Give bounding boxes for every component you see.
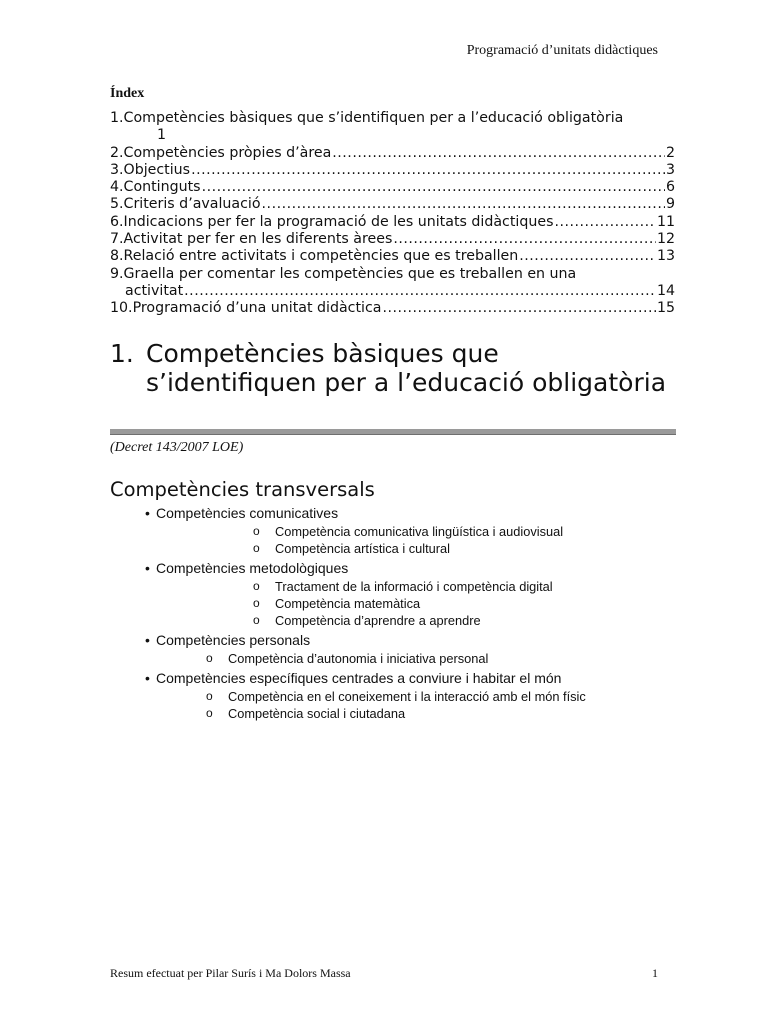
toc-entry[interactable] xyxy=(110,214,675,231)
circle-bullet-icon: o xyxy=(253,541,260,555)
competence-group-label: Competències comunicatives xyxy=(156,505,339,521)
competence-group xyxy=(145,505,338,521)
circle-bullet-icon: o xyxy=(253,579,260,593)
bullet-icon: • xyxy=(145,505,150,521)
toc-entry-page: 14 xyxy=(656,282,675,299)
toc-leader-dots xyxy=(262,196,665,212)
toc-leader-dots xyxy=(382,300,655,316)
circle-bullet-icon: o xyxy=(253,596,260,610)
toc-entry[interactable] xyxy=(110,162,675,179)
competence-group xyxy=(145,632,310,648)
circle-bullet-icon: o xyxy=(253,524,260,538)
list-item-label: Competència artística i cultural xyxy=(275,541,450,556)
toc-entry[interactable] xyxy=(110,300,675,317)
heading-rule xyxy=(110,429,676,435)
toc-entry-page: 13 xyxy=(656,248,675,265)
toc-entry-page: 11 xyxy=(656,213,675,230)
bullet-icon: • xyxy=(145,670,150,686)
section-title: Competències bàsiques que s’identifiquen per a l’educació obligatòria xyxy=(146,339,667,397)
toc-entry-label: 2.Competències pròpies d’àrea xyxy=(110,144,332,161)
list-item-label: Tractament de la informació i competència digital xyxy=(275,579,553,594)
toc-entry-page: 3 xyxy=(665,161,675,178)
toc-entry-label: 5.Criteris d’avaluació xyxy=(110,196,261,213)
toc-leader-dots xyxy=(393,231,656,247)
toc-leader-dots xyxy=(519,248,656,264)
toc-entry[interactable] xyxy=(110,196,675,213)
competence-group-label: Competències personals xyxy=(156,632,311,648)
bullet-icon: • xyxy=(145,632,150,648)
toc-entry-page: 2 xyxy=(665,144,675,161)
toc-leader-dots xyxy=(191,162,665,178)
decree-citation: (Decret 143/2007 LOE) xyxy=(110,440,244,455)
toc-entry-label: 9.Graella per comentar les competències que es treballen en una xyxy=(110,265,577,282)
circle-bullet-icon: o xyxy=(206,651,213,665)
toc-entry-label: 7.Activitat per fer en les diferents àrees xyxy=(110,231,393,248)
toc-entry[interactable] xyxy=(110,179,675,196)
toc-entry-page: 6 xyxy=(665,179,675,196)
section-number: 1. xyxy=(110,339,134,368)
subheading: Competències transversals xyxy=(110,478,375,501)
toc-entry-label: 4.Continguts xyxy=(110,179,201,196)
list-item-label: Competència matemàtica xyxy=(275,596,421,611)
footer-credit: Resum efectuat per Pilar Surís i Ma Dolors Massa xyxy=(110,966,351,980)
toc-entry-label: 8.Relació entre activitats i competències que es treballen xyxy=(110,248,519,265)
toc-entry-label-cont: activitat xyxy=(125,282,184,299)
toc-entry[interactable] xyxy=(110,266,675,283)
toc-entry-page: 12 xyxy=(656,231,675,248)
circle-bullet-icon: o xyxy=(206,706,213,720)
competence-group xyxy=(145,560,348,576)
toc-entry-label: 3.Objectius xyxy=(110,161,191,178)
bullet-icon: • xyxy=(145,560,150,576)
toc-entry-label: Programació d’una unitat didàctica xyxy=(132,300,382,317)
toc-leader-dots xyxy=(332,145,665,161)
toc-leader-dots xyxy=(554,214,655,230)
list-item-label: Competència en el coneixement i la interacció amb el món físic xyxy=(228,689,586,704)
toc-entry-continuation[interactable] xyxy=(110,283,675,300)
toc-entry-page: 9 xyxy=(665,196,675,213)
toc-entry[interactable] xyxy=(110,248,675,265)
competence-group xyxy=(145,670,561,686)
index-title: Índex xyxy=(110,86,145,101)
toc-entry-page: 15 xyxy=(656,300,675,317)
list-item-label: Competència social i ciutadana xyxy=(228,706,406,721)
competence-group-label: Competències específiques centrades a conviure i habitar el món xyxy=(156,670,562,686)
list-item-label: Competència d’aprendre a aprendre xyxy=(275,613,481,628)
toc-entry-label: 1.Competències bàsiques que s’identifiquen per a l’educació obligatòria xyxy=(110,110,624,126)
section-heading xyxy=(110,339,675,397)
toc-leader-dots xyxy=(184,283,656,299)
toc-entry[interactable] xyxy=(110,231,675,248)
competence-group-label: Competències metodològiques xyxy=(156,560,349,576)
footer-page-number: 1 xyxy=(652,966,658,980)
toc-entry-number: 10. xyxy=(110,300,133,317)
running-header: Programació d’unitats didàctiques xyxy=(466,43,658,58)
toc-entry-page: 1 xyxy=(157,127,167,144)
circle-bullet-icon: o xyxy=(253,613,260,627)
toc-entry[interactable] xyxy=(110,145,675,162)
toc-entry[interactable] xyxy=(110,110,675,127)
toc-entry-label: 6.Indicacions per fer la programació de les unitats didàctiques xyxy=(110,213,554,230)
toc-leader-dots xyxy=(202,179,665,195)
list-item-label: Competència comunicativa lingüística i audiovisual xyxy=(275,524,564,539)
table-of-contents xyxy=(110,110,675,318)
toc-entry-page-line xyxy=(110,127,675,144)
list-item-label: Competència d’autonomia i iniciativa personal xyxy=(228,651,489,666)
circle-bullet-icon: o xyxy=(206,689,213,703)
